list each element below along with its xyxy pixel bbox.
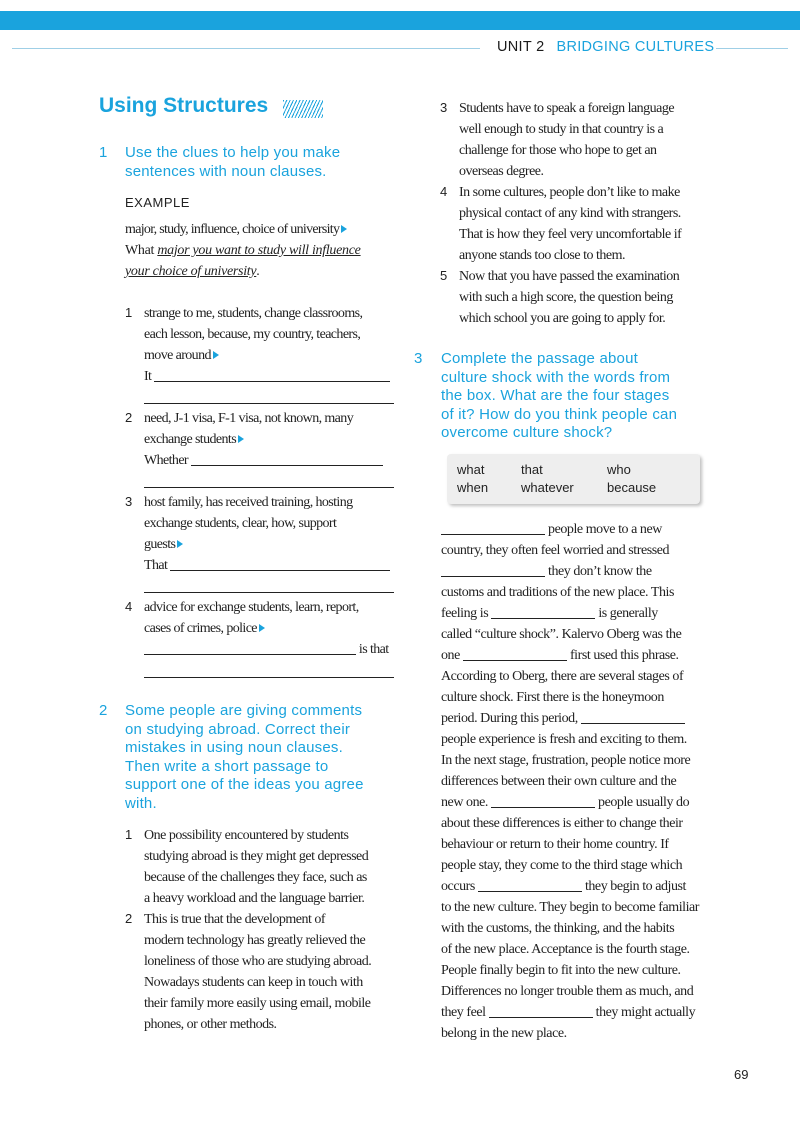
answer-line[interactable] (144, 487, 394, 488)
answer-line[interactable] (144, 592, 394, 593)
word-box-item: what (457, 462, 485, 477)
passage-text: they might actually (592, 1005, 696, 1020)
unit-label: UNIT 2 (497, 39, 545, 55)
hatch-decoration (283, 100, 323, 118)
passage-line (441, 519, 709, 540)
passage-line (441, 603, 709, 624)
ex1-item-4: advice for exchange students, learn, report, cases of crimes, police is that (144, 600, 389, 657)
word-box-item: who (607, 462, 631, 477)
ex1-item-number: 1 (125, 305, 133, 320)
passage-text: they begin to adjust (581, 879, 686, 894)
passage-text: one (441, 648, 463, 663)
passage-text: people experience is fresh and exciting to them. (441, 732, 687, 747)
ex1-number: 1 (99, 144, 108, 161)
blank-line[interactable] (478, 877, 582, 892)
header-rule-right (716, 48, 788, 49)
word-box (447, 454, 700, 504)
ex2-item-4: In some cultures, people don’t like to make physical contact of any kind with strangers. That is how they feel very uncomfortable if anyone stands too close to them. (459, 185, 682, 263)
ex2-item-1: One possibility encountered by students studying abroad is they might get depressed because of the challenges they face, such as a heavy workload and the language barrier. (144, 828, 369, 906)
blank-line[interactable] (491, 793, 595, 808)
passage-text: feeling is (441, 606, 492, 621)
passage-text: with the customs, the thinking, and the habits (441, 921, 675, 936)
unit-header (497, 39, 714, 55)
passage-text: about these differences is either to change their (441, 816, 683, 831)
passage-text: first used this phrase. (566, 648, 679, 663)
word-box-item: when (457, 480, 489, 495)
passage-line (441, 855, 709, 876)
passage-line (441, 666, 709, 687)
passage-text: belong in the new place. (441, 1026, 567, 1041)
passage-text: they don’t know the (545, 564, 652, 579)
answer-line[interactable] (191, 451, 383, 466)
answer-line[interactable] (144, 677, 394, 678)
passage-text: they feel (441, 1005, 489, 1020)
passage-line (441, 1002, 709, 1023)
passage-text: In the next stage, frustration, people notice more (441, 753, 691, 768)
blank-line[interactable] (581, 709, 685, 724)
passage-text: of the new place. Acceptance is the fourth stage. (441, 942, 690, 957)
passage-text: Differences no longer trouble them as much, and (441, 984, 694, 999)
passage-text: is generally (595, 606, 658, 621)
blank-line[interactable] (489, 1003, 593, 1018)
passage-line (441, 687, 709, 708)
ex2-item-2: This is true that the development of modern technology has greatly relieved the loneliness of those who are studying abroad. Nowadays students can keep in touch with their family more easily using email, mobile phones, or other methods. (144, 912, 372, 1032)
example-clue: major, study, influence, choice of university (125, 219, 405, 240)
ex1-item-2: need, J-1 visa, F-1 visa, not known, many exchange students Whether (144, 408, 404, 471)
answer-line[interactable] (154, 367, 390, 382)
ex2-item-number: 4 (440, 184, 448, 199)
passage-line (441, 645, 709, 666)
passage-line (441, 708, 709, 729)
passage-text: customs and traditions of the new place. This (441, 585, 674, 600)
arrow-icon (213, 351, 219, 359)
passage-line (441, 918, 709, 939)
passage-line (441, 834, 709, 855)
header-rule (12, 48, 480, 49)
passage-text: called “culture shock”. Kalervo Oberg was the (441, 627, 682, 642)
section-title: Using Structures (99, 94, 269, 117)
passage-text: new one. (441, 795, 491, 810)
example-answer: What major you want to study will influence your choice of university. (125, 243, 361, 279)
ex2-item-3: Students have to speak a foreign language well enough to study in that country is a challenge for those who hope to get an overseas degree. (459, 101, 675, 179)
arrow-icon (177, 540, 183, 548)
ex2-title: Some people are giving comments on studying abroad. Correct their mistakes in using noun clauses. Then write a short passage to support one of the ideas you agree with. (125, 702, 364, 812)
example-label: EXAMPLE (125, 195, 190, 210)
passage-line (441, 960, 709, 981)
ex2-item-number: 5 (440, 268, 448, 283)
passage-line (441, 813, 709, 834)
arrow-icon (341, 225, 347, 233)
top-color-bar (0, 11, 800, 30)
arrow-icon (238, 435, 244, 443)
passage-line (441, 939, 709, 960)
answer-line[interactable] (170, 556, 390, 571)
ex2-item-number: 1 (125, 827, 133, 842)
ex3-number: 3 (414, 350, 423, 367)
ex1-item-3: host family, has received training, hosting exchange students, clear, how, support guests That (144, 492, 404, 576)
passage-text: period. During this period, (441, 711, 581, 726)
passage-line (441, 792, 709, 813)
ex1-item-number: 4 (125, 599, 133, 614)
page-number: 69 (734, 1067, 749, 1082)
answer-line[interactable] (144, 640, 356, 655)
passage-line (441, 540, 709, 561)
word-box-item: whatever (521, 480, 574, 495)
passage-line (441, 561, 709, 582)
ex1-item-1: strange to me, students, change classrooms, each lesson, because, my country, teachers, move around It (144, 303, 404, 387)
passage-line (441, 771, 709, 792)
passage-text: to the new culture. They begin to become familiar (441, 900, 699, 915)
blank-line[interactable] (441, 562, 545, 577)
passage-line (441, 750, 709, 771)
blank-line[interactable] (463, 646, 567, 661)
passage-text: culture shock. First there is the honeymoon (441, 690, 664, 705)
ex1-title: Use the clues to help you make sentences with noun clauses. (125, 144, 341, 180)
passage-text: people move to a new (545, 522, 662, 537)
answer-line[interactable] (144, 403, 394, 404)
passage-line (441, 876, 709, 897)
passage-line (441, 624, 709, 645)
blank-line[interactable] (491, 604, 595, 619)
blank-line[interactable] (441, 520, 545, 535)
arrow-icon (259, 624, 265, 632)
ex3-title: Complete the passage about culture shock with the words from the box. What are the four stages of it? How do you think people can overcome culture shock? (441, 350, 678, 441)
ex2-number: 2 (99, 702, 108, 719)
unit-title: BRIDGING CULTURES (556, 39, 715, 55)
ex2-item-5: Now that you have passed the examination with such a high score, the question being which school you are going to apply for. (459, 269, 680, 326)
passage-text: country, they often feel worried and stressed (441, 543, 670, 558)
passage-text: people usually do (595, 795, 690, 810)
ex2-item-number: 2 (125, 911, 133, 926)
passage-line (441, 582, 709, 603)
ex2-item-number: 3 (440, 100, 448, 115)
culture-shock-passage (441, 519, 709, 1044)
passage-line (441, 897, 709, 918)
word-box-item: because (607, 480, 657, 495)
passage-text: differences between their own culture and the (441, 774, 677, 789)
passage-text: behaviour or return to their home country. If (441, 837, 669, 852)
passage-line (441, 729, 709, 750)
passage-text: occurs (441, 879, 478, 894)
passage-text: According to Oberg, there are several stages of (441, 669, 684, 684)
ex1-item-number: 3 (125, 494, 133, 509)
passage-text: People finally begin to fit into the new culture. (441, 963, 681, 978)
passage-line (441, 1023, 709, 1044)
ex1-item-number: 2 (125, 410, 133, 425)
passage-line (441, 981, 709, 1002)
passage-text: people stay, they come to the third stage which (441, 858, 683, 873)
word-box-item: that (521, 462, 543, 477)
